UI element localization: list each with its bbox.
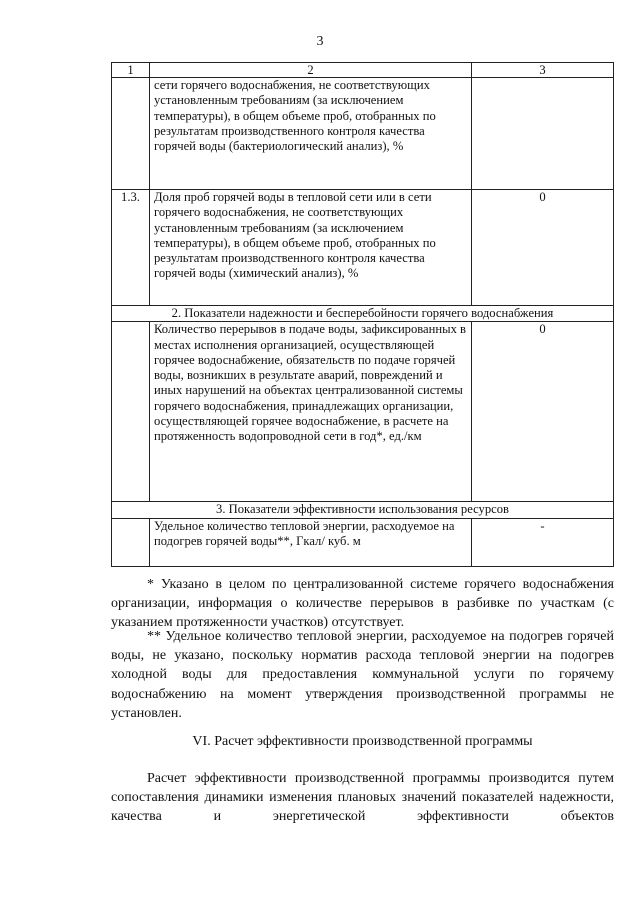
page-number: 3 bbox=[316, 34, 324, 49]
table-row bbox=[112, 190, 614, 306]
section-row bbox=[112, 502, 614, 518]
header-col-1: 1 bbox=[112, 63, 150, 78]
section-title: 2. Показатели надежности и бесперебойности горячего водоснабжения bbox=[112, 306, 614, 322]
row-number bbox=[112, 322, 150, 502]
indicator-value: 0 bbox=[472, 322, 614, 502]
table-header-row bbox=[112, 63, 614, 78]
footnote-2: ** Удельное количество тепловой энергии, расходуемое на подогрев горячей воды, не указано, поскольку норматив расхода тепловой энергии на подогрев холодной воды для предоставления коммунальной услуги по горячему водоснабжению на момент утверждения производственной программы не установлен. bbox=[111, 629, 614, 721]
section-6-paragraph: Расчет эффективности производственной программы производится путем сопоставления динамики изменения плановых значений показателей надежности, качества и энергетической эффективности объектов bbox=[111, 771, 614, 825]
table-row bbox=[112, 322, 614, 502]
row-number bbox=[112, 518, 150, 566]
header-col-3: 3 bbox=[472, 63, 614, 78]
indicator-value bbox=[472, 78, 614, 190]
indicator-value: 0 bbox=[472, 190, 614, 306]
table-row bbox=[112, 518, 614, 566]
indicator-description: Количество перерывов в подаче воды, зафиксированных в местах исполнения организацией, осуществляющей горячее водоснабжение, обязательств по подаче горячей воды, возникших в результате аварий, повреждений и иных нарушений на объектах централизованной системы горячего водоснабжения, принадлежащих организации, осуществляющей горячее водоснабжение, в расчете на протяженность водопроводной сети в год*, ед./км bbox=[150, 322, 472, 502]
section-6-heading: VI. Расчет эффективности производственной программы bbox=[192, 734, 533, 749]
indicator-value: - bbox=[472, 518, 614, 566]
indicator-description: Доля проб горячей воды в тепловой сети или в сети горячего водоснабжения, не соответствующих установленным требованиям (за исключением температуры), в общем объеме проб, отобранных по результатам производственного контроля качества горячей воды (химический анализ), % bbox=[150, 190, 472, 306]
table-row bbox=[112, 78, 614, 190]
row-number bbox=[112, 78, 150, 190]
section-title: 3. Показатели эффективности использования ресурсов bbox=[112, 502, 614, 518]
indicator-description: сети горячего водоснабжения, не соответствующих установленным требованиям (за исключением температуры), в общем объеме проб, отобранных по результатам производственного контроля качества горячей воды (бактериологический анализ), % bbox=[150, 78, 472, 190]
indicators-table bbox=[111, 62, 614, 567]
row-number: 1.3. bbox=[112, 190, 150, 306]
footnote-1: * Указано в целом по централизованной системе горячего водоснабжения организации, информация о количестве перерывов в разбивке по участкам (с указанием протяженности участков) отсутствует. bbox=[111, 577, 614, 631]
section-row bbox=[112, 306, 614, 322]
indicator-description: Удельное количество тепловой энергии, расходуемое на подогрев горячей воды**, Гкал/ куб. м bbox=[150, 518, 472, 566]
header-col-2: 2 bbox=[150, 63, 472, 78]
